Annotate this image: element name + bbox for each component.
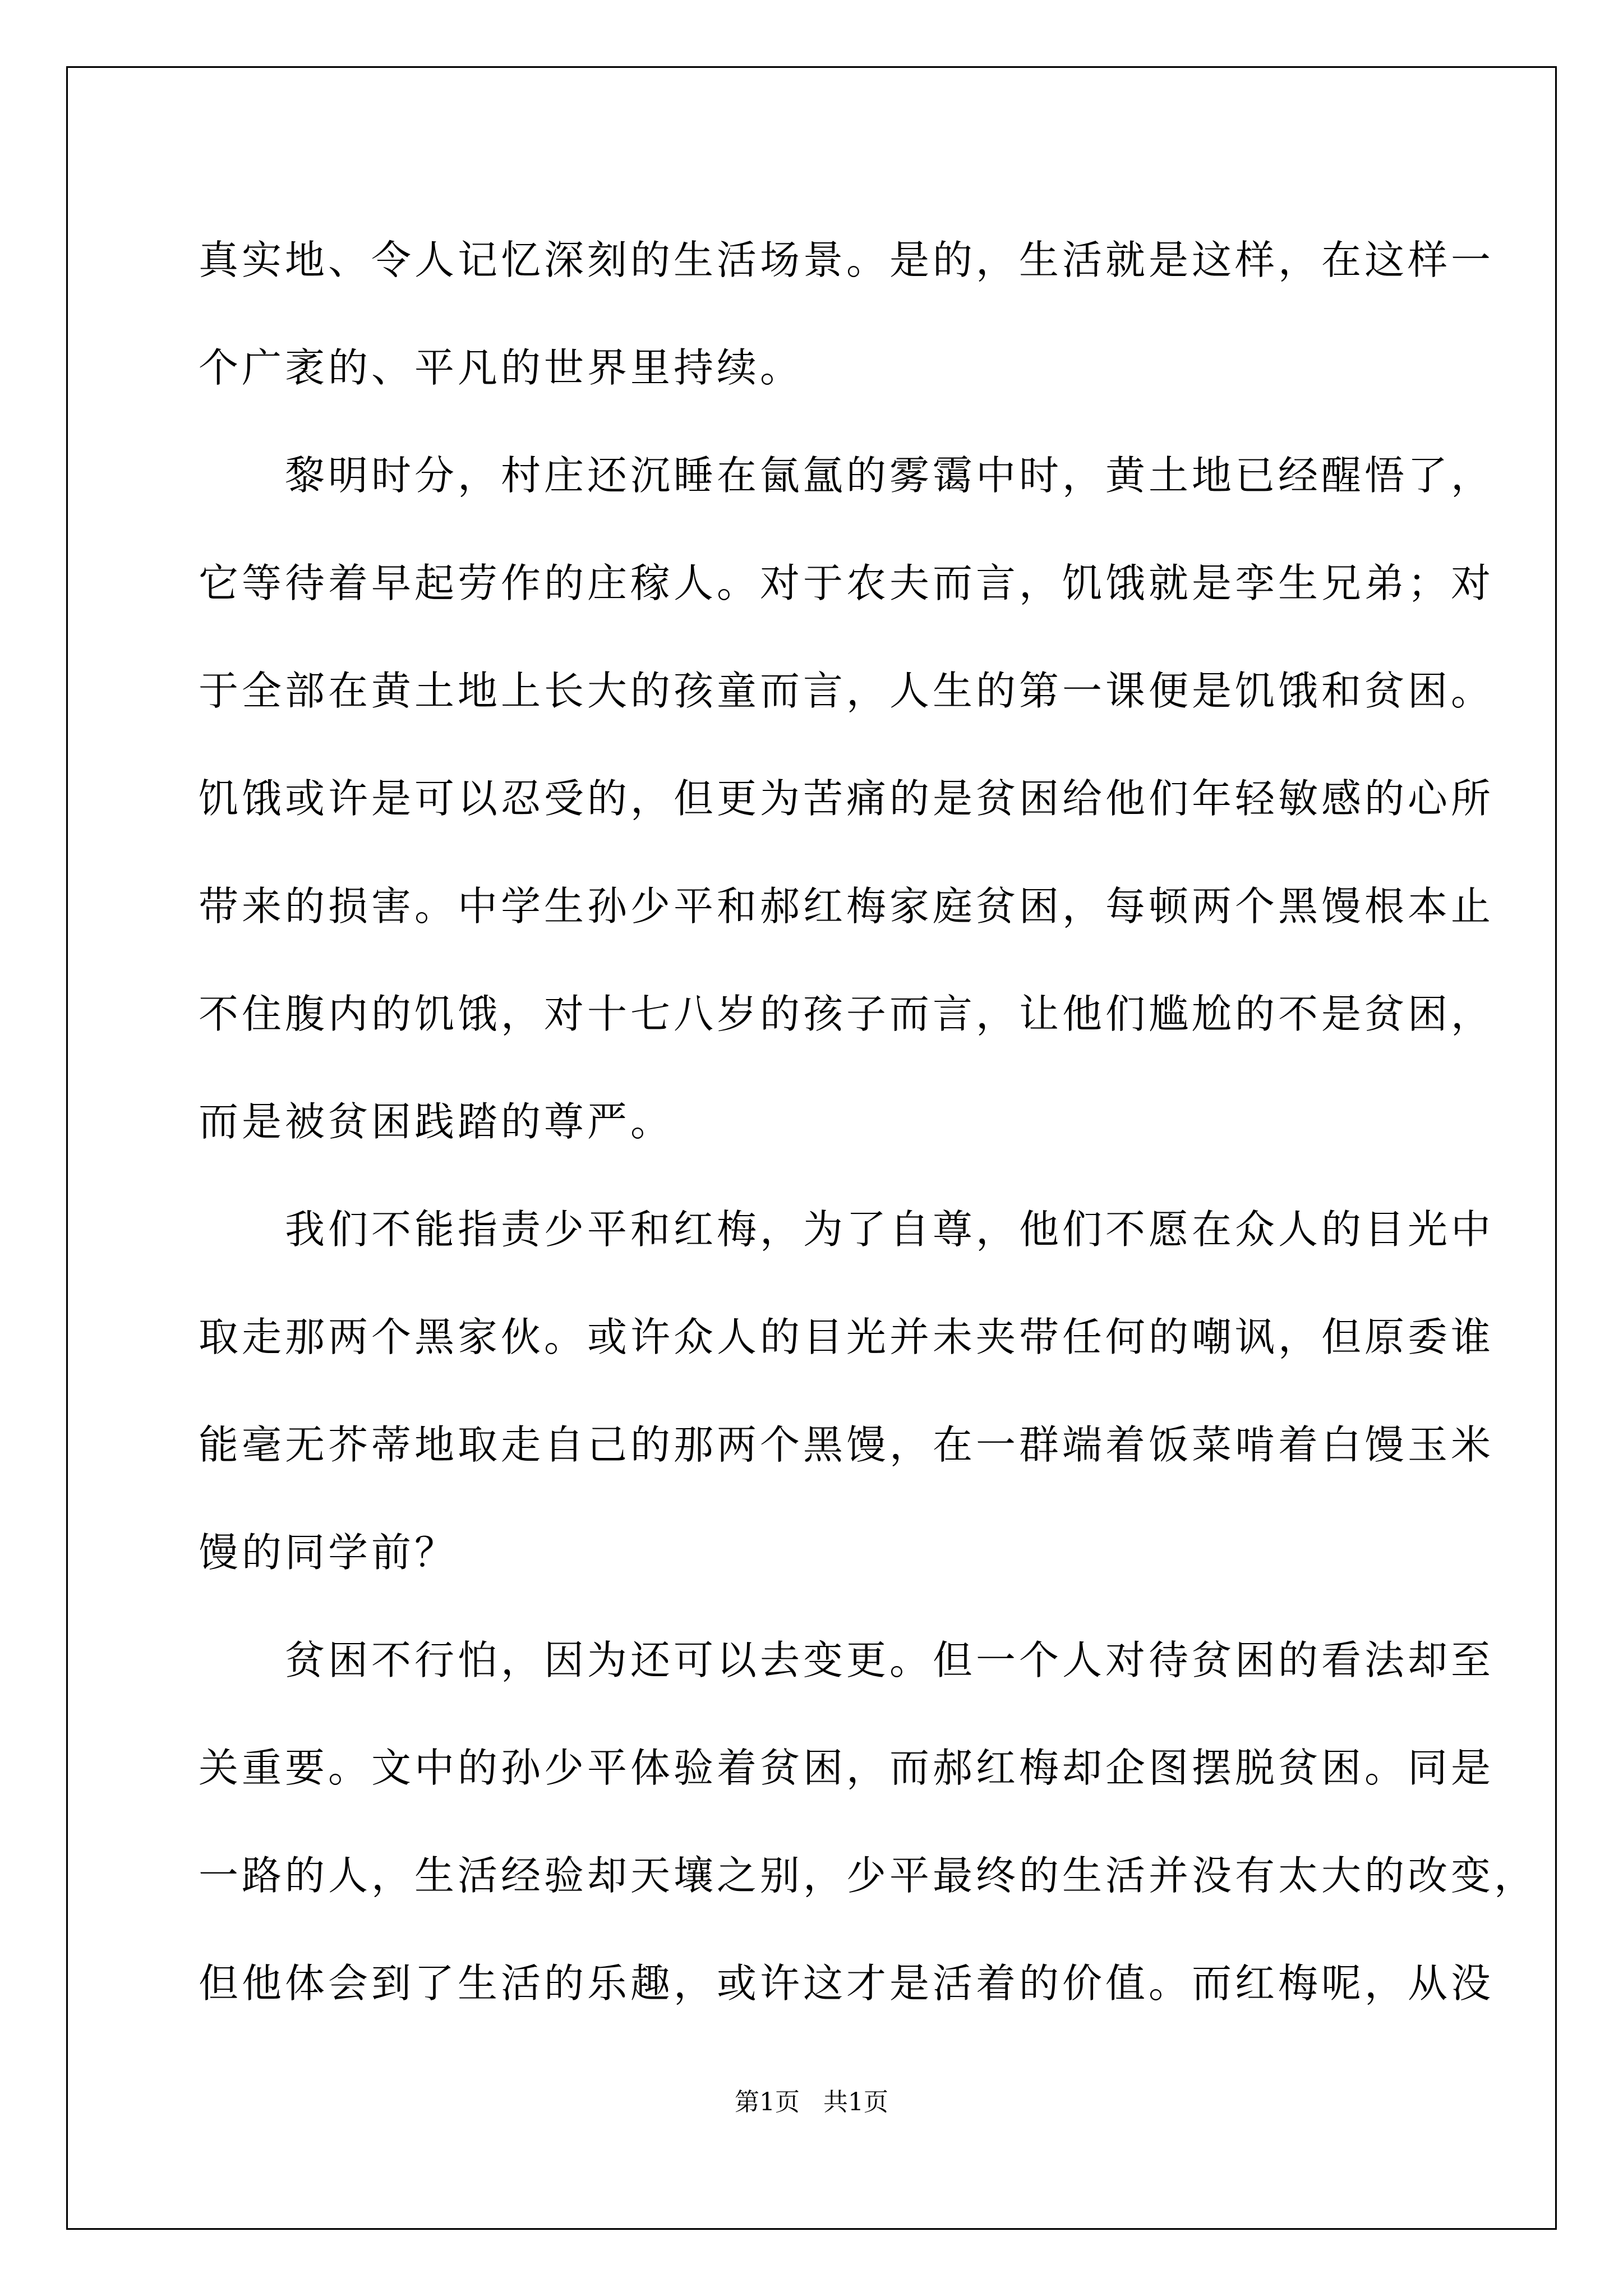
page-number-footer: 第1页 共1页 — [735, 2088, 888, 2116]
paragraph-first-line: 我们不能指责少平和红梅，为了自尊，他们不愿在众人的目光中 — [285, 1206, 1495, 1253]
text-line: 但他体会到了生活的乐趣，或许这才是活着的价值。而红梅呢，从没 — [199, 1960, 1495, 2007]
text-line: 馒的同学前？ — [199, 1529, 458, 1576]
text-line: 能毫无芥蒂地取走自己的那两个黑馒，在一群端着饭菜啃着白馒玉米 — [199, 1421, 1495, 1468]
text-line: 不住腹内的饥饿，对十七八岁的孩子而言，让他们尴尬的不是贫困， — [199, 991, 1495, 1037]
text-line: 取走那两个黑家伙。或许众人的目光并未夹带任何的嘲讽，但原委谁 — [199, 1314, 1495, 1360]
text-line: 真实地、令人记忆深刻的生活场景。是的，生活就是这样，在这样一 — [199, 237, 1495, 283]
document-body — [199, 206, 1538, 2037]
text-line: 一路的人，生活经验却天壤之别，少平最终的生活并没有太大的改变， — [199, 1852, 1538, 1899]
paragraph-first-line: 贫困不行怕，因为还可以去变更。但一个人对待贫困的看法却至 — [285, 1637, 1495, 1683]
text-line: 于全部在黄土地上长大的孩童而言，人生的第一课便是饥饿和贫困。 — [199, 668, 1495, 714]
text-line: 带来的损害。中学生孙少平和郝红梅家庭贫困，每顿两个黑馒根本止 — [199, 883, 1495, 930]
paragraph-first-line: 黎明时分，村庄还沉睡在氤氲的雾霭中时，黄土地已经醒悟了， — [285, 452, 1495, 499]
text-line: 而是被贫困践踏的尊严。 — [199, 1098, 674, 1145]
text-line: 关重要。文中的孙少平体验着贫困，而郝红梅却企图摆脱贫困。同是 — [199, 1745, 1495, 1791]
text-line: 饥饿或许是可以忍受的，但更为苦痛的是贫困给他们年轻敏感的心所 — [199, 775, 1495, 822]
text-line: 个广袤的、平凡的世界里持续。 — [199, 344, 804, 391]
text-line: 它等待着早起劳作的庄稼人。对于农夫而言，饥饿就是孪生兄弟；对 — [199, 560, 1495, 606]
